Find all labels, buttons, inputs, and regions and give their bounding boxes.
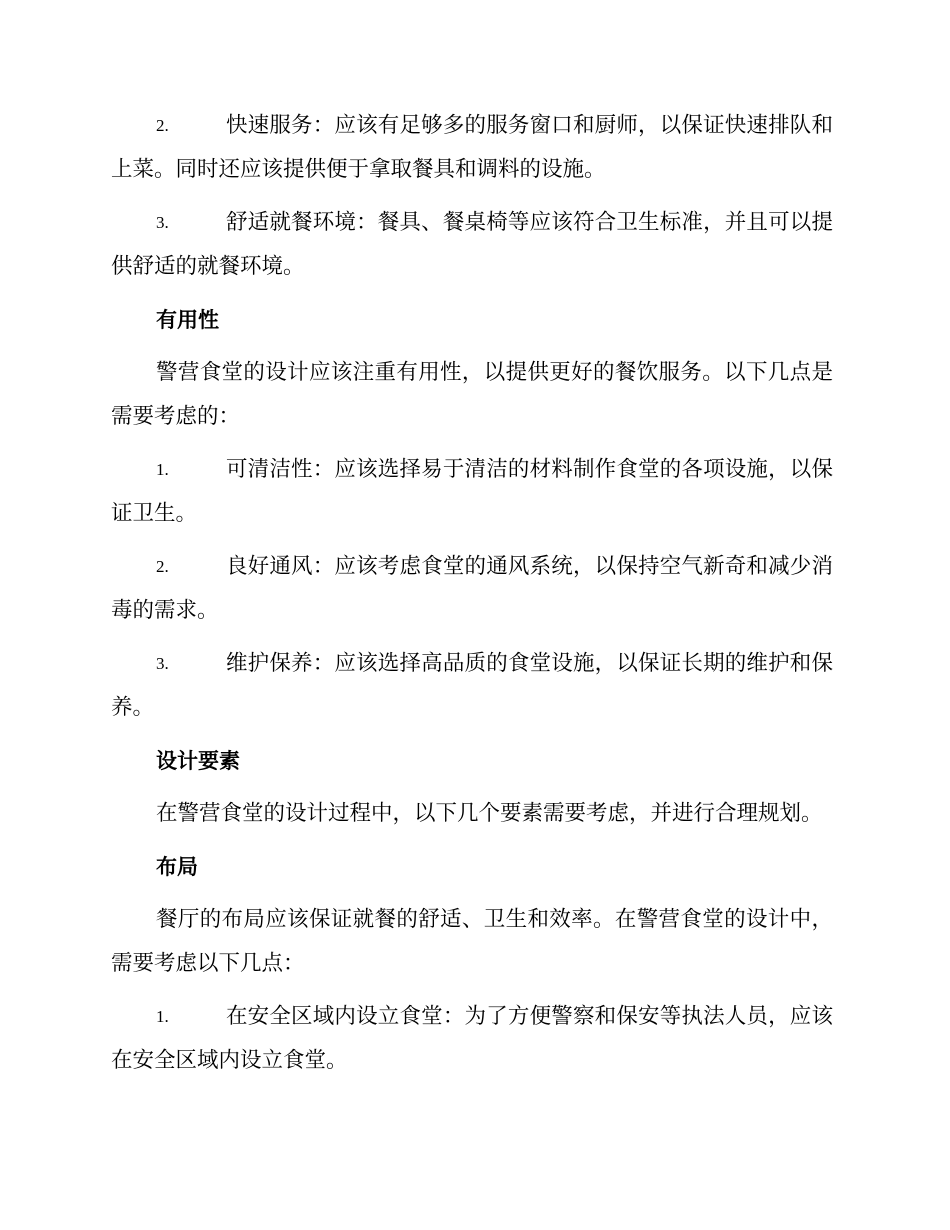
- list-item-text: 可清洁性：应该选择易于清洁的材料制作食堂的各项设施，以保证卫生。: [111, 457, 833, 526]
- list-number: 3.: [156, 213, 169, 232]
- paragraph-usefulness: 警营食堂的设计应该注重有用性，以提供更好的餐饮服务。以下几点是需要考虑的：: [111, 360, 833, 429]
- list-number: 1.: [156, 1007, 169, 1026]
- section-heading-design: 设计要素: [156, 749, 240, 773]
- list-item: [111, 104, 833, 192]
- list-item-text: 在安全区域内设立食堂：为了方便警察和保安等执法人员，应该在安全区域内设立食堂。: [111, 1004, 833, 1073]
- list-item-text: 良好通风：应该考虑食堂的通风系统，以保持空气新奇和减少消毒的需求。: [111, 554, 833, 623]
- list-item: [111, 448, 833, 536]
- paragraph-layout: 餐厅的布局应该保证就餐的舒适、卫生和效率。在警营食堂的设计中，需要考虑以下几点：: [111, 907, 833, 976]
- list-item-text: 舒适就餐环境：餐具、餐桌椅等应该符合卫生标准，并且可以提供舒适的就餐环境。: [111, 210, 833, 279]
- list-item-text: 维护保养：应该选择高品质的食堂设施，以保证长期的维护和保养。: [111, 651, 833, 720]
- list-number: 2.: [156, 557, 169, 576]
- section-heading-usefulness: 有用性: [156, 308, 219, 332]
- list-item: [111, 201, 833, 289]
- list-number: 1.: [156, 460, 169, 479]
- section-heading-layout: 布局: [156, 855, 198, 879]
- list-item: [111, 642, 833, 730]
- paragraph-design: 在警营食堂的设计过程中，以下几个要素需要考虑，并进行合理规划。: [156, 801, 823, 826]
- list-item-text: 快速服务：应该有足够多的服务窗口和厨师，以保证快速排队和上菜。同时还应该提供便于拿取餐具和调料的设施。: [111, 113, 833, 182]
- list-number: 2.: [156, 116, 169, 135]
- list-item: [111, 545, 833, 633]
- document-page: [111, 104, 833, 1092]
- list-item: [111, 995, 833, 1083]
- list-number: 3.: [156, 654, 169, 673]
